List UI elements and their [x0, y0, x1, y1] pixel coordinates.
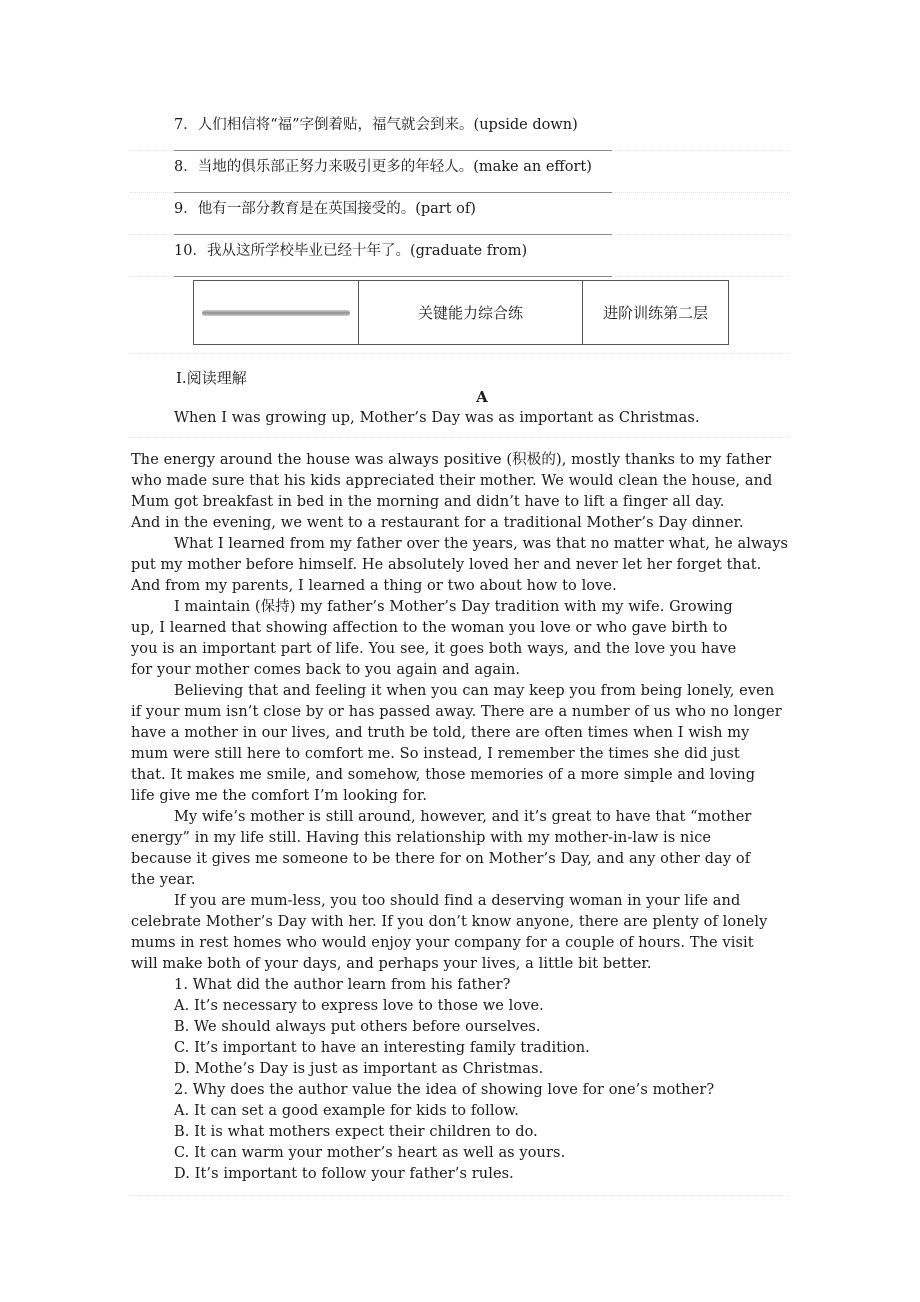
banner-title: 关键能力综合练	[359, 281, 584, 344]
passage-line: mum were still here to comfort me. So instead, I remember the times she did just	[131, 746, 740, 762]
translation-item-9: 9．他有一部分教育是在英国接受的。(part of)	[174, 201, 476, 217]
passage-line: energy” in my life still. Having this relationship with my mother-in-law is nice	[131, 830, 712, 846]
answer-line[interactable]	[174, 192, 612, 193]
question-stem: 1. What did the author learn from his father?	[174, 977, 511, 993]
passage-line: have a mother in our lives, and truth be told, there are often times when I wish my	[131, 725, 750, 741]
translation-item-10: 10．我从这所学校毕业已经十年了。(graduate from)	[174, 243, 528, 259]
passage-line: for your mother comes back to you again and again.	[131, 662, 521, 678]
translation-item-7: 7．人们相信将“福”字倒着贴，福气就会到来。(upside down)	[174, 117, 578, 133]
guide-line	[130, 1195, 790, 1196]
translation-item-8: 8．当地的俱乐部正努力来吸引更多的年轻人。(make an effort)	[174, 159, 592, 175]
passage-label: A	[476, 388, 488, 406]
pen-stroke-icon	[202, 310, 350, 316]
answer-line[interactable]	[174, 150, 612, 151]
section-heading: Ⅰ.阅读理解	[176, 369, 247, 387]
passage-line: put my mother before himself. He absolutely loved her and never let her forget that.	[131, 557, 762, 573]
passage-line: Believing that and feeling it when you can may keep you from being lonely, even	[174, 683, 775, 699]
guide-line	[130, 353, 790, 354]
passage-line: up, I learned that showing affection to the woman you love or who gave birth to	[131, 620, 728, 636]
passage-line: Mum got breakfast in bed in the morning and didn’t have to lift a finger all day.	[131, 494, 725, 510]
answer-option[interactable]: D. It’s important to follow your father’s rules.	[174, 1166, 514, 1182]
passage-line: celebrate Mother’s Day with her. If you don’t know anyone, there are plenty of lonely	[131, 914, 768, 930]
passage-line: that. It makes me smile, and somehow, those memories of a more simple and loving	[131, 767, 756, 783]
passage-line: The energy around the house was always positive (积极的), mostly thanks to my father	[131, 452, 772, 468]
passage-line: life give me the comfort I’m looking for.	[131, 788, 428, 804]
banner-decoration	[194, 281, 359, 344]
answer-line[interactable]	[174, 276, 612, 277]
answer-option[interactable]: B. It is what mothers expect their children to do.	[174, 1124, 538, 1140]
answer-option[interactable]: B. We should always put others before ourselves.	[174, 1019, 541, 1035]
passage-line: What I learned from my father over the years, was that no matter what, he always	[174, 536, 789, 552]
passage-line: If you are mum-less, you too should find a deserving woman in your life and	[174, 893, 741, 909]
passage-line: if your mum isn’t close by or has passed away. There are a number of us who no longer	[131, 704, 782, 720]
passage-line: When I was growing up, Mother’s Day was as important as Christmas.	[174, 410, 700, 426]
passage-line: My wife’s mother is still around, however, and it’s great to have that “mother	[174, 809, 752, 825]
passage-line: the year.	[131, 872, 196, 888]
guide-line	[130, 437, 790, 438]
passage-line: mums in rest homes who would enjoy your company for a couple of hours. The visit	[131, 935, 754, 951]
section-banner	[193, 280, 729, 345]
passage-line: will make both of your days, and perhaps your lives, a little bit better.	[131, 956, 652, 972]
passage-line: And from my parents, I learned a thing or two about how to love.	[131, 578, 617, 594]
passage-line: I maintain (保持) my father’s Mother’s Day tradition with my wife. Growing	[174, 599, 733, 615]
banner-level: 进阶训练第二层	[603, 304, 709, 322]
passage-line: you is an important part of life. You see, it goes both ways, and the love you have	[131, 641, 737, 657]
answer-option[interactable]: C. It can warm your mother’s heart as well as yours.	[174, 1145, 566, 1161]
answer-option[interactable]: D. Mothe’s Day is just as important as Christmas.	[174, 1061, 544, 1077]
question-stem: 2. Why does the author value the idea of showing love for one’s mother?	[174, 1082, 715, 1098]
answer-option[interactable]: A. It can set a good example for kids to follow.	[174, 1103, 519, 1119]
passage-line: And in the evening, we went to a restaurant for a traditional Mother’s Day dinner.	[131, 515, 744, 531]
answer-line[interactable]	[174, 234, 612, 235]
answer-option[interactable]: A. It’s necessary to express love to those we love.	[174, 998, 544, 1014]
answer-option[interactable]: C. It’s important to have an interesting family tradition.	[174, 1040, 590, 1056]
passage-line: because it gives me someone to be there for on Mother’s Day, and any other day of	[131, 851, 751, 867]
passage-line: who made sure that his kids appreciated their mother. We would clean the house, and	[131, 473, 773, 489]
